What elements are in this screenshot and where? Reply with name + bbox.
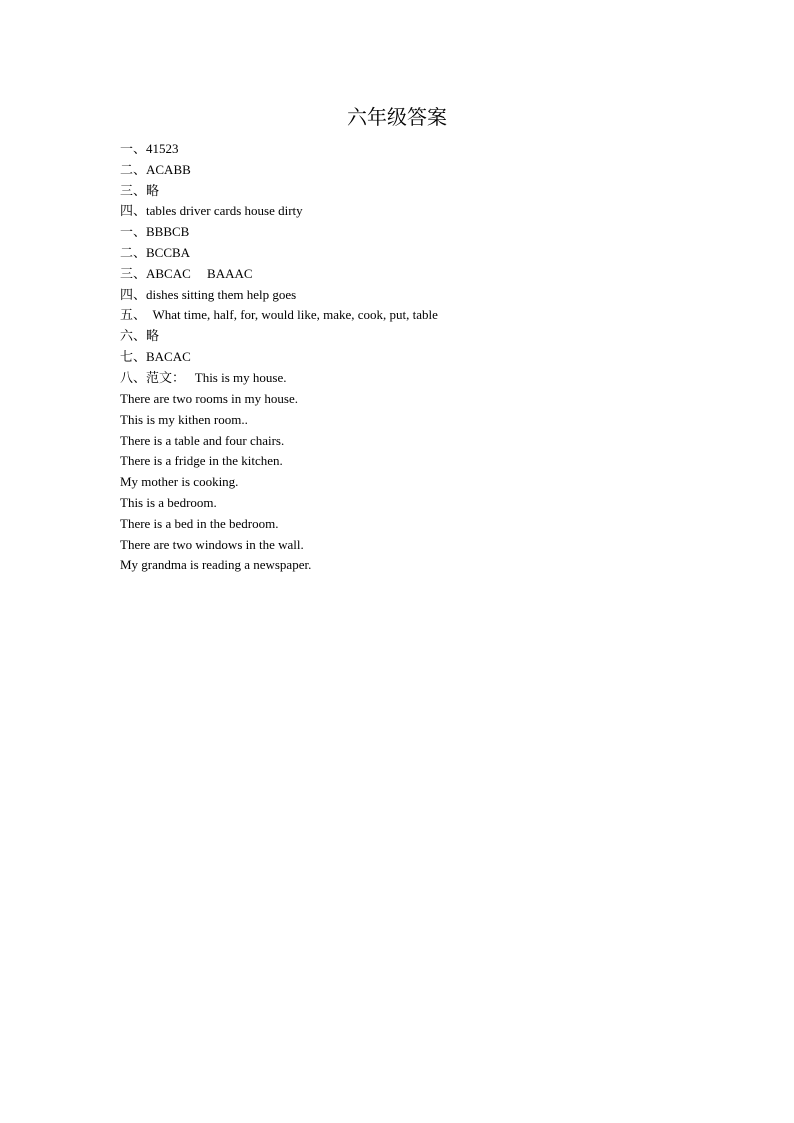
essay-line: This is my kithen room.. (120, 411, 248, 427)
answer-line: 三、略 (120, 182, 160, 198)
answer-line: 三、ABCAC BAAAC (120, 265, 253, 281)
answer-line: 四、dishes sitting them help goes (120, 286, 297, 302)
answer-line: 一、BBBCB (120, 224, 190, 240)
essay-line: There is a bed in the bedroom. (120, 515, 279, 531)
answer-list (120, 139, 740, 389)
essay-line: This is a bedroom. (120, 494, 217, 510)
sample-essay (120, 389, 740, 576)
answer-line: 二、ACABB (120, 161, 191, 177)
answer-line: 二、BCCBA (120, 244, 191, 260)
essay-line: My grandma is reading a newspaper. (120, 557, 312, 573)
answer-line: 八、范文： This is my house. (120, 369, 287, 385)
answer-line: 七、BACAC (120, 348, 191, 364)
essay-line: There is a fridge in the kitchen. (120, 453, 283, 469)
essay-line: My mother is cooking. (120, 474, 239, 490)
page-title: 六年级答案 (347, 105, 447, 129)
answer-line: 四、tables driver cards house dirty (120, 203, 303, 219)
answer-line: 一、41523 (120, 141, 179, 156)
essay-line: There is a table and four chairs. (120, 432, 285, 448)
essay-line: There are two rooms in my house. (120, 391, 298, 406)
answer-line: 五、 What time, half, for, would like, make, cook, put, table (120, 307, 438, 323)
answer-line: 六、略 (120, 328, 160, 344)
essay-line: There are two windows in the wall. (120, 536, 304, 552)
